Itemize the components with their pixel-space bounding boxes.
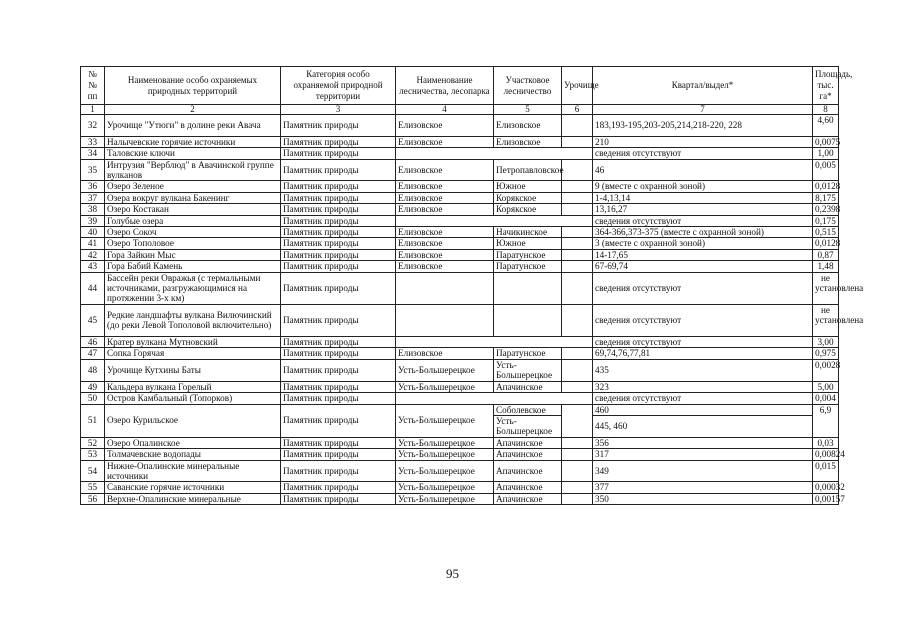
table-row [81, 359, 839, 381]
area-value: 0,975 [813, 348, 839, 359]
block-allotment: сведения отсутствуют [593, 393, 813, 404]
header-area: Площадь, тыс. га* [813, 67, 839, 105]
district-forestry: Паратунское [494, 261, 562, 272]
block-allotment: сведения отсутствуют [593, 337, 813, 348]
area-value: 0,005 [813, 159, 839, 181]
row-number: 42 [81, 249, 105, 260]
block-allotment: 377 [593, 482, 813, 493]
header-district: Участковое лесничество [494, 67, 562, 105]
area-name: Урочище Кутхины Баты [105, 359, 281, 381]
tract [562, 404, 593, 437]
row-number: 54 [81, 460, 105, 482]
block-allotment: 364-366,373-375 (вместе с охранной зоной) [593, 227, 813, 238]
page-number: 95 [446, 566, 459, 581]
empty-merged-cell [396, 393, 593, 404]
area-name: Озера вокруг вулкана Бакенинг [105, 192, 281, 203]
row-number: 50 [81, 393, 105, 404]
tract [562, 204, 593, 215]
area-name: Гора Бабий Камень [105, 261, 281, 272]
row-number: 53 [81, 449, 105, 460]
area-value: 0,515 [813, 227, 839, 238]
tract [562, 493, 593, 504]
forestry-name: Елизовское [396, 115, 494, 137]
district-forestry: Южное [494, 238, 562, 249]
column-number: 3 [281, 105, 396, 115]
area-name: Гора Зайкин Мыс [105, 249, 281, 260]
area-name: Саванские горячие источники [105, 482, 281, 493]
district-forestry: Усть-Большерецкое [494, 359, 562, 381]
table-row [81, 449, 839, 460]
area-category: Памятник природы [281, 215, 396, 226]
area-category: Памятник природы [281, 381, 396, 392]
block-allotment: 3 (вместе с охранной зоной) [593, 238, 813, 249]
district-forestry: Апачинское [494, 493, 562, 504]
area-category: Памятник природы [281, 348, 396, 359]
area-category: Памятник природы [281, 192, 396, 203]
area-value: 0,03 [813, 437, 839, 448]
row-number: 39 [81, 215, 105, 226]
area-value: 0,015 [813, 460, 839, 482]
tract [562, 159, 593, 181]
header-num: № № пп [81, 67, 105, 105]
forestry-name: Усть-Большерецкое [396, 404, 494, 437]
table-row [81, 261, 839, 272]
district-forestry: Апачинское [494, 381, 562, 392]
area-value: 0,0128 [813, 181, 839, 192]
empty-merged-cell [396, 215, 593, 226]
district-forestry: Начикинское [494, 227, 562, 238]
table-row [81, 272, 839, 304]
area-value: 0,00032 [813, 482, 839, 493]
column-number: 2 [105, 105, 281, 115]
area-category: Памятник природы [281, 115, 396, 137]
tract [562, 381, 593, 392]
area-value: 0,175 [813, 215, 839, 226]
row-number: 48 [81, 359, 105, 381]
tract [562, 460, 593, 482]
area-name: Таловские ключи [105, 148, 281, 159]
column-number: 6 [562, 105, 593, 115]
district-forestry: Елизовское [494, 136, 562, 147]
row-number: 47 [81, 348, 105, 359]
area-name: Кальдера вулкана Горелый [105, 381, 281, 392]
area-category: Памятник природы [281, 449, 396, 460]
protected-areas-table [80, 66, 864, 505]
forestry-name: Усть-Большерецкое [396, 381, 494, 392]
district-forestry: Усть-Большерецкое [494, 415, 562, 437]
district-forestry: Петропавловское [494, 159, 562, 181]
area-category: Памятник природы [281, 261, 396, 272]
column-number: 5 [494, 105, 562, 115]
block-allotment: 350 [593, 493, 813, 504]
table-row [81, 148, 839, 159]
area-name: Редкие ландшафты вулкана Вилючинский (до реки Левой Тополовой включительно) [105, 304, 281, 336]
row-number: 51 [81, 404, 105, 437]
table-row [81, 460, 839, 482]
area-value: 0,00157 [813, 493, 839, 504]
block-allotment: 445, 460 [593, 415, 813, 437]
column-number: 8 [813, 105, 839, 115]
table-row [81, 337, 839, 348]
block-allotment: 460 [593, 404, 813, 415]
tract [562, 359, 593, 381]
table-row [81, 238, 839, 249]
table-row [81, 437, 839, 448]
area-name: Озеро Курильское [105, 404, 281, 437]
table-row [81, 404, 839, 415]
block-allotment: сведения отсутствуют [593, 215, 813, 226]
forestry-name: Усть-Большерецкое [396, 449, 494, 460]
row-number: 56 [81, 493, 105, 504]
area-name: Озеро Зеленое [105, 181, 281, 192]
area-value: 5,00 [813, 381, 839, 392]
tract [562, 227, 593, 238]
row-number: 44 [81, 272, 105, 304]
table-row [81, 304, 839, 336]
forestry-name [396, 272, 494, 304]
area-category: Памятник природы [281, 272, 396, 304]
area-value: 0,004 [813, 393, 839, 404]
area-value: 8,175 [813, 192, 839, 203]
tract [562, 348, 593, 359]
area-name: Сопка Горячая [105, 348, 281, 359]
area-name: Верхне-Опалинские минеральные [105, 493, 281, 504]
block-allotment: 323 [593, 381, 813, 392]
table-row [81, 381, 839, 392]
empty-merged-cell [396, 337, 593, 348]
table-row [81, 192, 839, 203]
area-name: Озеро Тополовое [105, 238, 281, 249]
column-number: 7 [593, 105, 813, 115]
row-number: 32 [81, 115, 105, 137]
area-name: Голубые озера [105, 215, 281, 226]
district-forestry: Соболевское [494, 404, 562, 415]
forestry-name: Елизовское [396, 136, 494, 147]
district-forestry: Апачинское [494, 437, 562, 448]
tract [562, 249, 593, 260]
forestry-name: Усть-Большерецкое [396, 437, 494, 448]
row-number: 36 [81, 181, 105, 192]
district-forestry: Корякское [494, 204, 562, 215]
empty-merged-cell [396, 148, 593, 159]
forestry-name: Елизовское [396, 261, 494, 272]
tract [562, 304, 593, 336]
block-allotment: 435 [593, 359, 813, 381]
tract [562, 115, 593, 137]
district-forestry: Южное [494, 181, 562, 192]
area-category: Памятник природы [281, 304, 396, 336]
area-value: 0,00824 [813, 449, 839, 460]
block-allotment: 14-17,65 [593, 249, 813, 260]
area-category: Памятник природы [281, 460, 396, 482]
area-value: 3,00 [813, 337, 839, 348]
district-forestry: Апачинское [494, 482, 562, 493]
district-forestry [494, 272, 562, 304]
area-category: Памятник природы [281, 227, 396, 238]
district-forestry: Елизовское [494, 115, 562, 137]
row-number: 37 [81, 192, 105, 203]
block-allotment: 210 [593, 136, 813, 147]
tract [562, 261, 593, 272]
block-allotment: сведения отсутствуют [593, 304, 813, 336]
header-tract: Урочище [562, 67, 593, 105]
table-row [81, 348, 839, 359]
tract [562, 238, 593, 249]
area-name: Интрузия "Верблюд" в Авачинской группе вулканов [105, 159, 281, 181]
table-row [81, 181, 839, 192]
block-allotment: 9 (вместе с охранной зоной) [593, 181, 813, 192]
row-number: 38 [81, 204, 105, 215]
block-allotment: 349 [593, 460, 813, 482]
district-forestry [494, 304, 562, 336]
area-value: 0,0028 [813, 359, 839, 381]
area-category: Памятник природы [281, 136, 396, 147]
column-number: 1 [81, 105, 105, 115]
area-name: Озеро Опалинское [105, 437, 281, 448]
table-row [81, 227, 839, 238]
block-allotment: 1-4,13,14 [593, 192, 813, 203]
area-value: не установлена [813, 304, 839, 336]
header-name: Наименование особо охраняемых природных территорий [105, 67, 281, 105]
area-name: Остров Камбальный (Топорков) [105, 393, 281, 404]
header-block: Квартал/выдел* [593, 67, 813, 105]
area-category: Памятник природы [281, 204, 396, 215]
tract [562, 272, 593, 304]
area-category: Памятник природы [281, 159, 396, 181]
block-allotment: 67-69,74 [593, 261, 813, 272]
forestry-name: Елизовское [396, 159, 494, 181]
row-number: 41 [81, 238, 105, 249]
block-allotment: 13,16,27 [593, 204, 813, 215]
tract [562, 482, 593, 493]
area-category: Памятник природы [281, 238, 396, 249]
area-value: 0,0128 [813, 238, 839, 249]
header-category: Категория особо охраняемой природной территории [281, 67, 396, 105]
table-row [81, 204, 839, 215]
row-number: 49 [81, 381, 105, 392]
forestry-name: Усть-Большерецкое [396, 359, 494, 381]
forestry-name: Елизовское [396, 348, 494, 359]
area-name: Озеро Костакан [105, 204, 281, 215]
tract [562, 181, 593, 192]
forestry-name: Елизовское [396, 249, 494, 260]
area-category: Памятник природы [281, 393, 396, 404]
area-name: Толмачевские водопады [105, 449, 281, 460]
area-name: Нижне-Опалинские минеральные источники [105, 460, 281, 482]
forestry-name: Елизовское [396, 192, 494, 203]
area-category: Памятник природы [281, 493, 396, 504]
block-allotment: 356 [593, 437, 813, 448]
area-value: 0,2398 [813, 204, 839, 215]
table-row [81, 115, 839, 137]
table-body [81, 115, 864, 505]
row-number: 46 [81, 337, 105, 348]
tract [562, 437, 593, 448]
row-number: 45 [81, 304, 105, 336]
area-category: Памятник природы [281, 359, 396, 381]
forestry-name: Елизовское [396, 204, 494, 215]
block-allotment: 317 [593, 449, 813, 460]
block-allotment: 69,74,76,77,81 [593, 348, 813, 359]
row-number: 52 [81, 437, 105, 448]
column-number: 4 [396, 105, 494, 115]
district-forestry: Апачинское [494, 460, 562, 482]
area-category: Памятник природы [281, 249, 396, 260]
area-category: Памятник природы [281, 148, 396, 159]
row-number: 55 [81, 482, 105, 493]
area-name: Урочище "Утюги" в долине реки Авача [105, 115, 281, 137]
area-value: не установлена [813, 272, 839, 304]
table-row [81, 249, 839, 260]
block-allotment: 46 [593, 159, 813, 181]
header-forestry: Наименование лесничества, лесопарка [396, 67, 494, 105]
row-number: 35 [81, 159, 105, 181]
forestry-name: Елизовское [396, 238, 494, 249]
area-name: Озеро Сокоч [105, 227, 281, 238]
area-category: Памятник природы [281, 437, 396, 448]
forestry-name: Усть-Большерецкое [396, 460, 494, 482]
block-allotment: сведения отсутствуют [593, 148, 813, 159]
table-row [81, 393, 839, 404]
district-forestry: Корякское [494, 192, 562, 203]
table-row [81, 136, 839, 147]
district-forestry: Паратунское [494, 348, 562, 359]
area-category: Памятник природы [281, 404, 396, 437]
row-number: 33 [81, 136, 105, 147]
area-value: 6,9 [813, 404, 839, 437]
area-category: Памятник природы [281, 482, 396, 493]
table-row [81, 215, 839, 226]
area-value: 0,87 [813, 249, 839, 260]
table-row [81, 493, 839, 504]
area-name: Налычевские горячие источники [105, 136, 281, 147]
area-value: 4,60 [813, 115, 839, 137]
forestry-name: Елизовское [396, 181, 494, 192]
area-name: Кратер вулкана Мутновский [105, 337, 281, 348]
tract [562, 136, 593, 147]
row-number: 43 [81, 261, 105, 272]
area-category: Памятник природы [281, 181, 396, 192]
area-name: Бассейн реки Овражья (с термальными источниками, разгружающимися на протяжении 3-х км) [105, 272, 281, 304]
forestry-name: Усть-Большерецкое [396, 493, 494, 504]
district-forestry: Апачинское [494, 449, 562, 460]
area-value: 0,0075 [813, 136, 839, 147]
row-number: 40 [81, 227, 105, 238]
block-allotment: 183,193-195,203-205,214,218-220, 228 [593, 115, 813, 137]
forestry-name: Елизовское [396, 227, 494, 238]
column-number-row [81, 105, 839, 115]
forestry-name [396, 304, 494, 336]
table-header-row [81, 67, 839, 105]
table-row [81, 159, 839, 181]
area-category: Памятник природы [281, 337, 396, 348]
tract [562, 449, 593, 460]
area-value: 1,48 [813, 261, 839, 272]
forestry-name: Усть-Большерецкое [396, 482, 494, 493]
block-allotment: сведения отсутствуют [593, 272, 813, 304]
area-value: 1,00 [813, 148, 839, 159]
row-number: 34 [81, 148, 105, 159]
district-forestry: Паратунское [494, 249, 562, 260]
table-row [81, 482, 839, 493]
tract [562, 192, 593, 203]
